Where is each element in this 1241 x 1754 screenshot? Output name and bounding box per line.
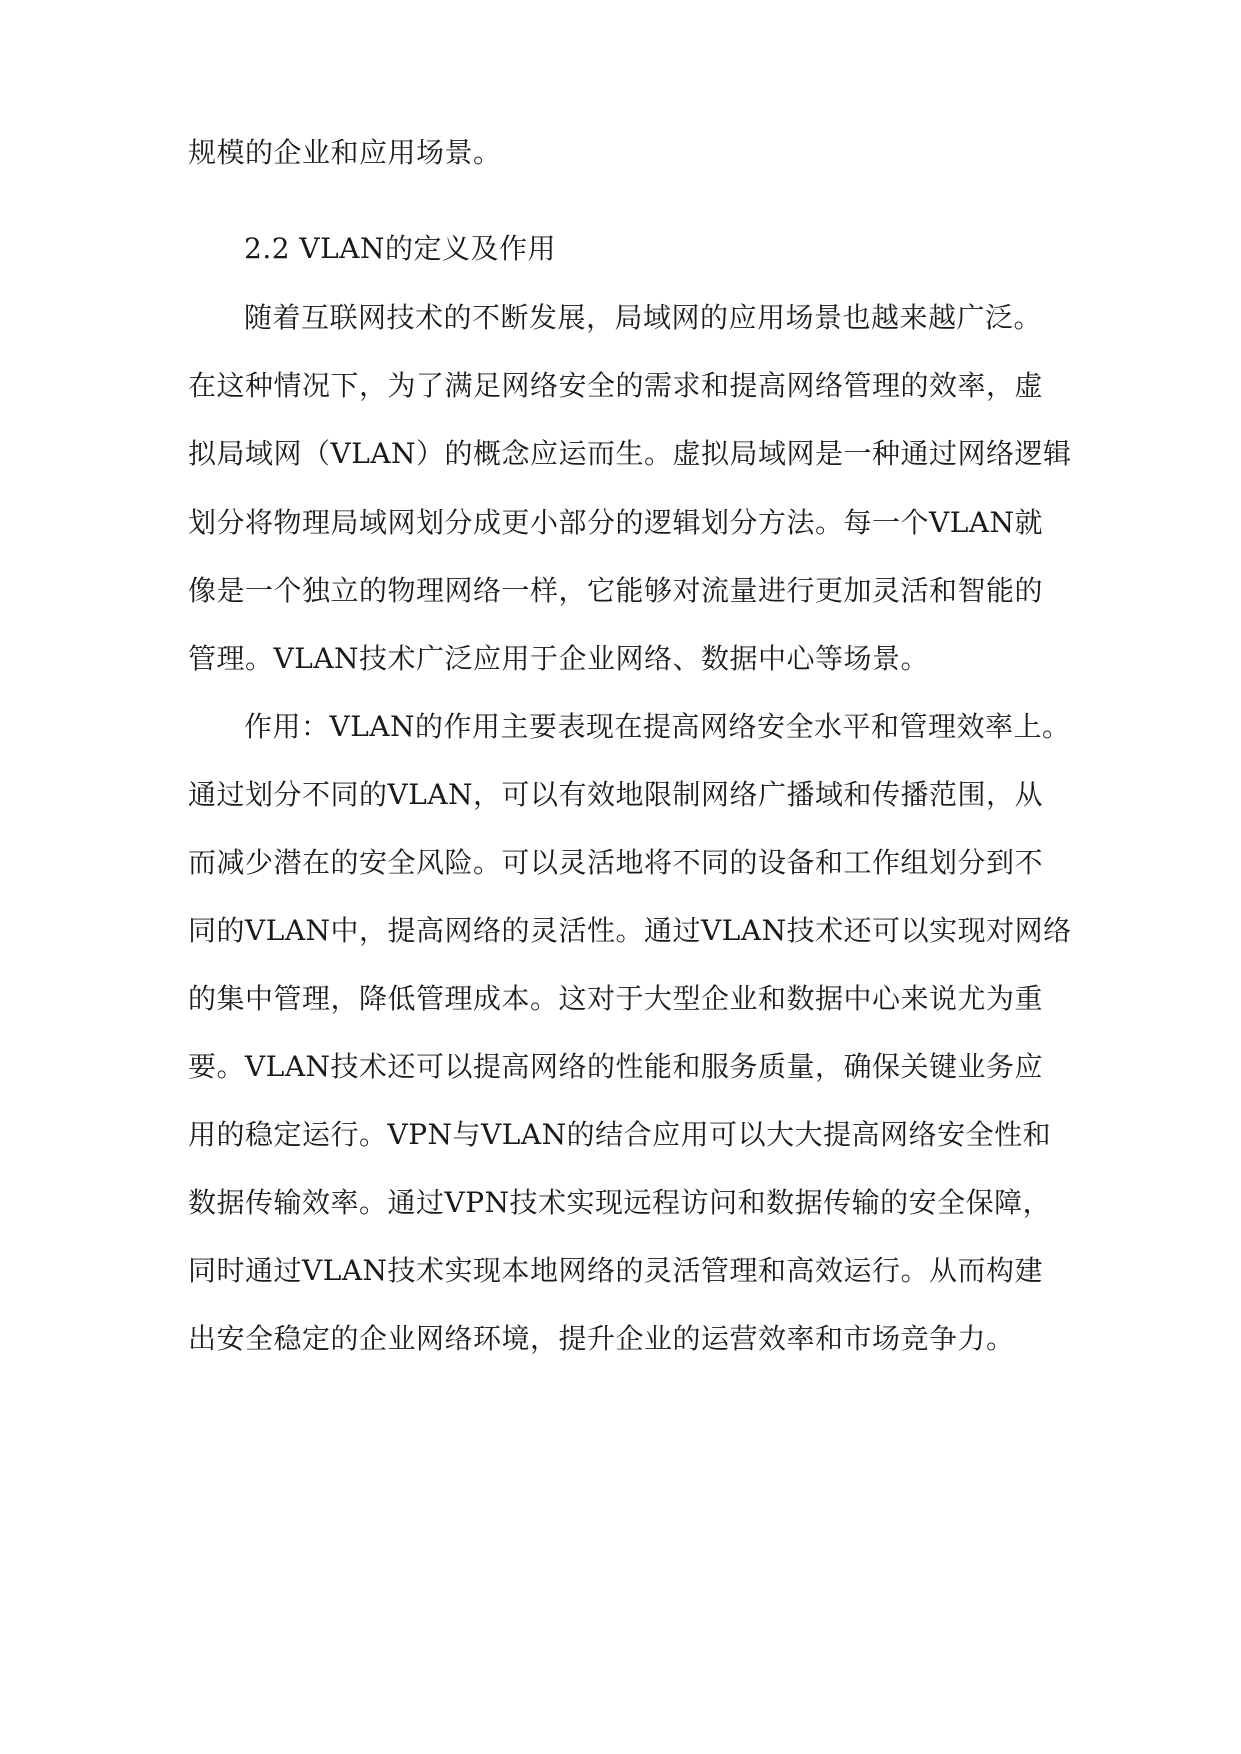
paragraph-line: 拟局域网（VLAN）的概念应运而生。虚拟局域网是一种通过网络逻辑 [188, 437, 1072, 470]
paragraph-line: 的集中管理，降低管理成本。这对于大型企业和数据中心来说尤为重 [188, 982, 1044, 1015]
section-heading: 2.2 VLAN的定义及作用 [244, 232, 556, 265]
paragraph-line: 通过划分不同的VLAN，可以有效地限制网络广播域和传播范围，从 [188, 778, 1044, 811]
paragraph-line: 作用：VLAN的作用主要表现在提高网络安全水平和管理效率上。 [244, 710, 1071, 743]
paragraph-line: 出安全稳定的企业网络环境，提升企业的运营效率和市场竞争力。 [188, 1322, 1015, 1355]
paragraph-line: 用的稳定运行。VPN与VLAN的结合应用可以大大提高网络安全性和 [188, 1118, 1052, 1151]
paragraph-line: 同的VLAN中，提高网络的灵活性。通过VLAN技术还可以实现对网络 [188, 914, 1072, 947]
paragraph-line: 要。VLAN技术还可以提高网络的性能和服务质量，确保关键业务应 [188, 1050, 1044, 1083]
continuation-line: 规模的企业和应用场景。 [188, 136, 502, 169]
paragraph-line: 在这种情况下，为了满足网络安全的需求和提高网络管理的效率，虚 [188, 369, 1044, 402]
paragraph-line: 管理。VLAN技术广泛应用于企业网络、数据中心等场景。 [188, 642, 930, 675]
paragraph-line: 随着互联网技术的不断发展，局域网的应用场景也越来越广泛。 [244, 301, 1043, 334]
paragraph-line: 而减少潜在的安全风险。可以灵活地将不同的设备和工作组划分到不 [188, 846, 1044, 879]
paragraph-line: 数据传输效率。通过VPN技术实现远程访问和数据传输的安全保障， [188, 1186, 1052, 1219]
paragraph-line: 同时通过VLAN技术实现本地网络的灵活管理和高效运行。从而构建 [188, 1254, 1044, 1287]
paragraph-line: 划分将物理局域网划分成更小部分的逻辑划分方法。每一个VLAN就 [188, 506, 1044, 539]
paragraph-line: 像是一个独立的物理网络一样，它能够对流量进行更加灵活和智能的 [188, 574, 1044, 607]
